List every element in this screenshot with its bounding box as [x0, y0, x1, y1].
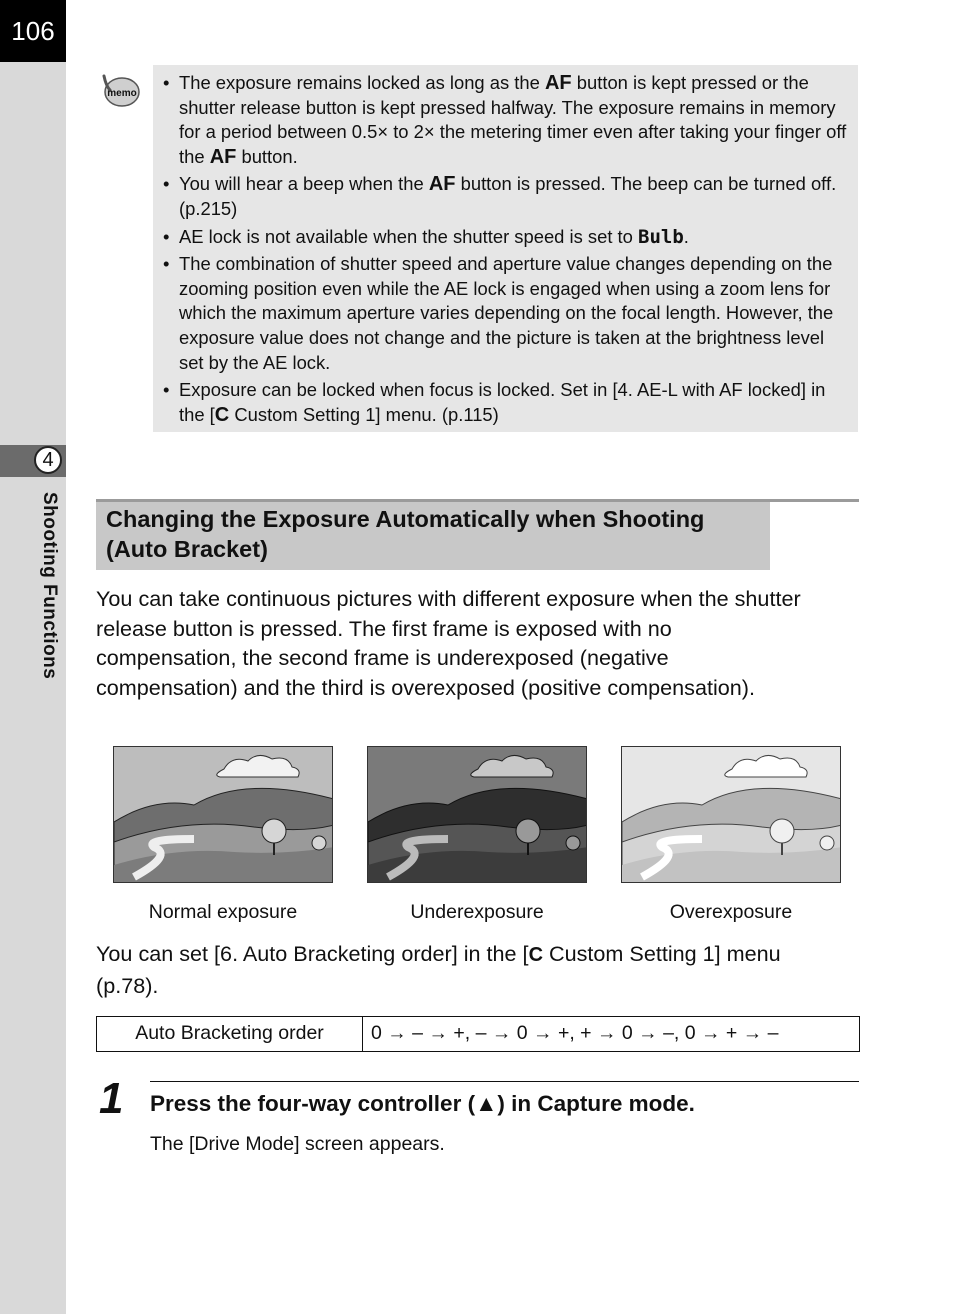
memo-box — [153, 65, 858, 432]
table-value-cell: 0 → – → +, – → 0 → +, + → 0 → –, 0 → + → – — [371, 1022, 779, 1044]
section-title-line: Changing the Exposure Automatically when Shooting — [106, 506, 705, 532]
page-number: 106 — [0, 0, 66, 62]
image-caption: Overexposure — [669, 901, 793, 923]
chapter-title: Shooting Functions — [39, 492, 60, 680]
image-caption: Underexposure — [410, 901, 544, 923]
table-label-cell: Auto Bracketing order — [97, 1017, 363, 1051]
memo-bullet: • The combination of shutter speed and aperture value changes depending on the zooming position even while the AE lock is engaged when using a zoom lens for which the maximum aperture varies depending on the focal length. However, the exposure value does not change and the picture is taken at the brightness level set by the AE lock. — [179, 252, 848, 375]
step-description: The [Drive Mode] screen appears. — [150, 1133, 445, 1155]
memo-list — [153, 65, 858, 427]
memo-icon — [100, 70, 140, 110]
image-caption: Normal exposure — [148, 901, 298, 923]
custom-setting-paragraph: You can set [6. Auto Bracketing order] in the [C Custom Setting 1] menu (p.78). — [96, 941, 781, 998]
section-heading — [96, 502, 770, 570]
normal-exposure-image — [113, 746, 333, 883]
step-title: Press the four-way controller (▲) in Capture mode. — [150, 1091, 695, 1116]
memo-icon-label: memo — [107, 88, 137, 99]
chapter-number: 4 — [34, 446, 62, 474]
overexposure-image — [621, 746, 841, 883]
memo-bullet: • Exposure can be locked when focus is locked. Set in [4. AE-L with AF locked] in the [C Custom Setting 1] menu. (p.115) — [179, 378, 848, 427]
underexposure-image — [367, 746, 587, 883]
bracketing-order-table — [96, 1016, 860, 1052]
custom-setting-c-icon: C — [528, 944, 544, 966]
step-rule — [150, 1081, 859, 1082]
step-number: 1 — [99, 1074, 124, 1123]
memo-bullet: • AE lock is not available when the shutter speed is set to Bulb. — [179, 225, 848, 250]
memo-bullet: • You will hear a beep when the AF button is pressed. The beep can be turned off. (p.215) — [179, 172, 848, 221]
memo-bullet: • The exposure remains locked as long as the AF button is kept pressed or the shutter release button is kept pressed halfway. The exposure remains in memory for a period between 0.5× to 2× the metering timer even after taking your finger off the AF button. — [179, 71, 848, 169]
intro-paragraph: You can take continuous pictures with different exposure when the shutter release button is pressed. The first frame is exposed with no compensation, the second frame is underexposed (negative compensation) and the third is overexposed (positive compensation). — [96, 586, 801, 700]
section-title-line: (Auto Bracket) — [106, 536, 268, 562]
